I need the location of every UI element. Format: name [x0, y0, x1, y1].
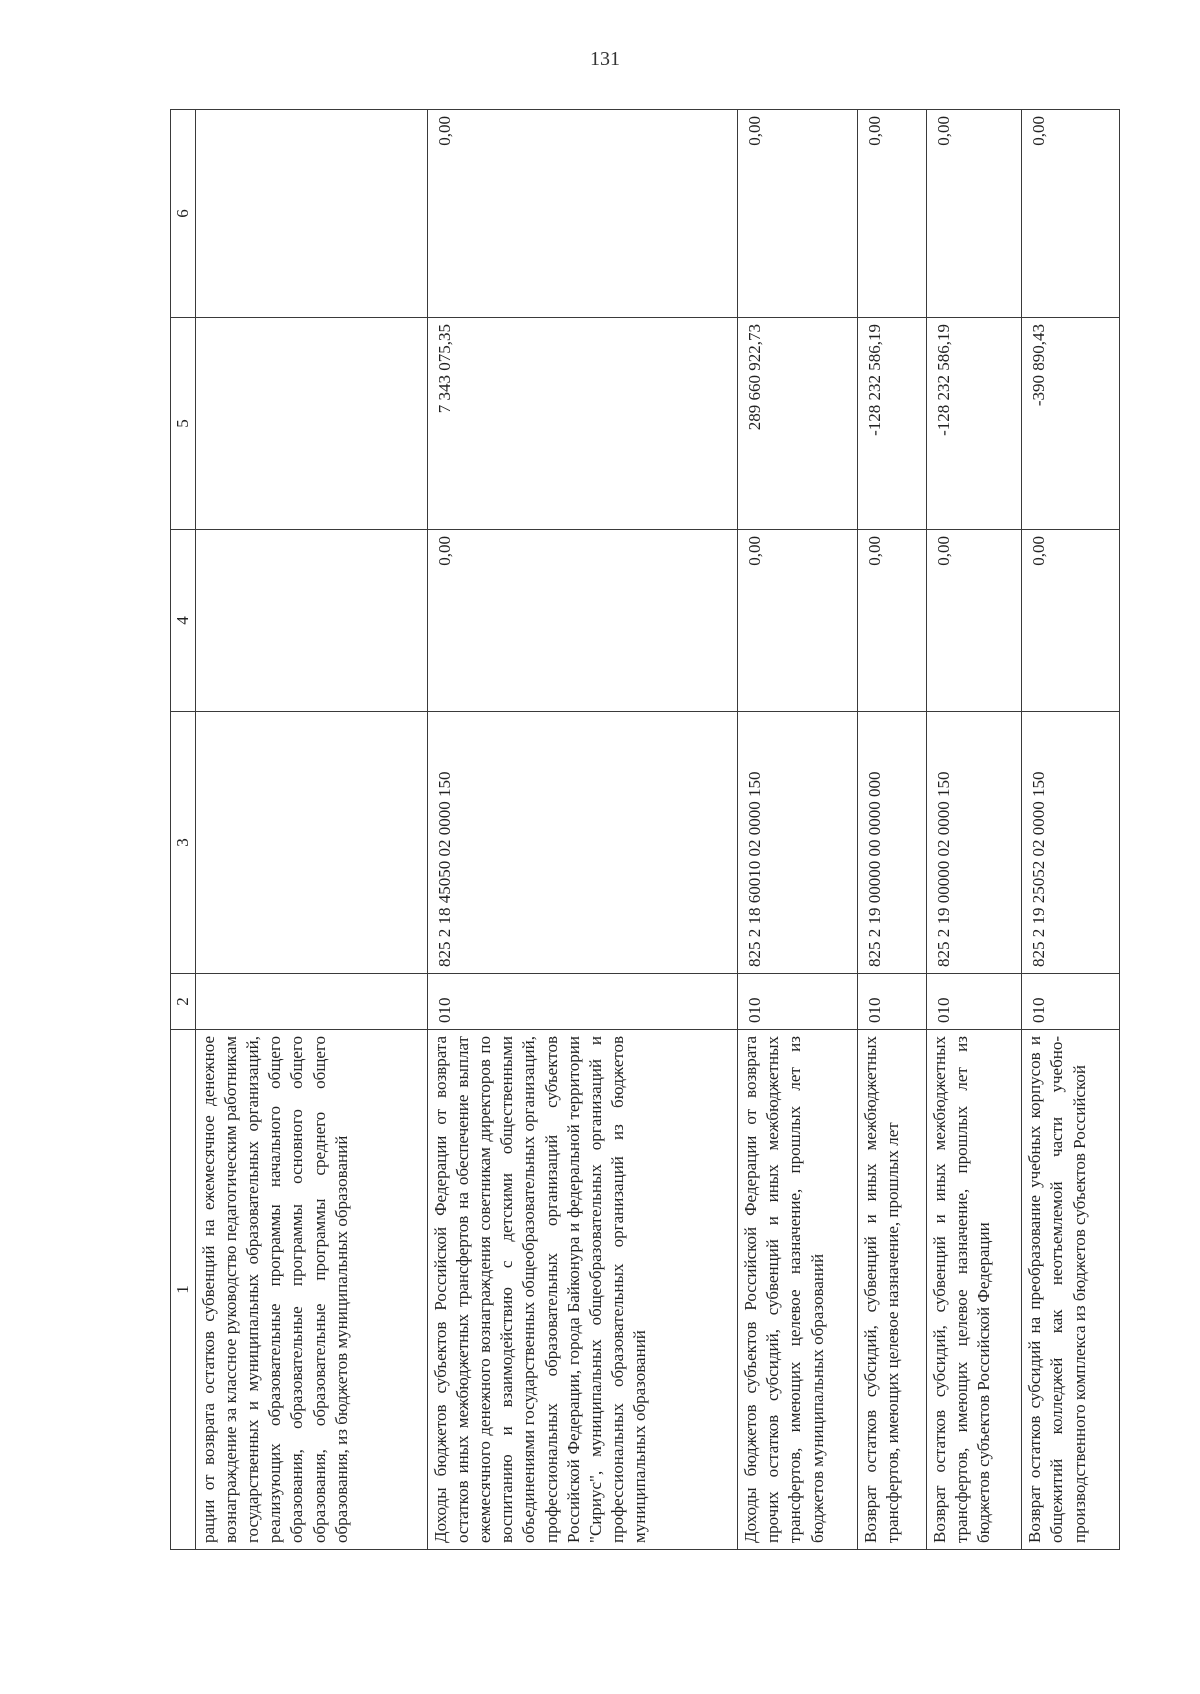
row-col6-value: 0,00 — [926, 110, 1021, 318]
row-budget-code — [196, 712, 428, 974]
row-col4-value: 0,00 — [857, 530, 926, 712]
row-col5-value: 289 660 922,73 — [738, 318, 857, 530]
row-col4-value: 0,00 — [1022, 530, 1120, 712]
table-row — [428, 110, 738, 1550]
header-cell-6: 6 — [171, 110, 196, 318]
row-col6-value: 0,00 — [857, 110, 926, 318]
table-row — [1022, 110, 1120, 1550]
row-col6-value — [196, 110, 428, 318]
row-budget-code: 825 2 18 45050 02 0000 150 — [428, 712, 738, 974]
row-line-code: 010 — [926, 974, 1021, 1030]
row-name: Возврат остатков субсидий, субвенций и иных межбюджетных трансфертов, имеющих целевое назначение, прошлых лет из бюджетов субъектов Российской Федерации — [926, 1030, 1021, 1550]
page-number: 131 — [590, 48, 620, 70]
row-col5-value — [196, 318, 428, 530]
row-col5-value: -128 232 586,19 — [926, 318, 1021, 530]
table-row — [738, 110, 857, 1550]
row-col5-value: 7 343 075,35 — [428, 318, 738, 530]
row-col5-value: -128 232 586,19 — [857, 318, 926, 530]
table-row — [196, 110, 428, 1550]
row-line-code: 010 — [1022, 974, 1120, 1030]
row-budget-code: 825 2 19 00000 00 0000 000 — [857, 712, 926, 974]
row-col6-value: 0,00 — [1022, 110, 1120, 318]
row-col6-value: 0,00 — [428, 110, 738, 318]
row-name: Возврат остатков субсидий, субвенций и иных межбюджетных трансфертов, имеющих целевое назначение, прошлых лет — [857, 1030, 926, 1550]
row-line-code: 010 — [857, 974, 926, 1030]
row-col6-value: 0,00 — [738, 110, 857, 318]
row-name: рации от возврата остатков субвенций на ежемесячное денежное вознаграждение за классное руководство педагогическим работникам государственных и муниципальных образовательных организаций, реализующих образовательные программы начального общего образования, образовательные программы основного общего образования, образовательные программы среднего общего образования, из бюджетов муниципальных образований — [196, 1030, 428, 1550]
header-cell-2: 2 — [171, 974, 196, 1030]
row-col4-value: 0,00 — [926, 530, 1021, 712]
revenue-table — [170, 109, 1120, 1550]
header-cell-4: 4 — [171, 530, 196, 712]
header-cell-3: 3 — [171, 712, 196, 974]
rotated-table-wrapper — [170, 110, 1120, 1550]
row-budget-code: 825 2 19 00000 02 0000 150 — [926, 712, 1021, 974]
row-budget-code: 825 2 19 25052 02 0000 150 — [1022, 712, 1120, 974]
header-row — [171, 110, 196, 1550]
row-name: Доходы бюджетов субъектов Российской Федерации от возврата прочих остатков субсидий, субвенций и иных межбюджетных трансфертов, имеющих целевое назначение, прошлых лет из бюджетов муниципальных образований — [738, 1030, 857, 1550]
row-name: Доходы бюджетов субъектов Российской Федерации от возврата остатков иных межбюджетных трансфертов на обеспечение выплат ежемесячного денежного вознаграждения советникам директоров по воспитанию и взаимодействию с детскими общественными объединениями государственных общеобразовательных организаций, профессиональных образовательных организаций субъектов Российской Федерации, города Байконура и федеральной территории "Сириус", муниципальных общеобразовательных организаций и профессиональных образовательных организаций из бюджетов муниципальных образований — [428, 1030, 738, 1550]
header-cell-1: 1 — [171, 1030, 196, 1550]
header-cell-5: 5 — [171, 318, 196, 530]
table-row — [857, 110, 926, 1550]
row-col4-value: 0,00 — [738, 530, 857, 712]
row-col4-value — [196, 530, 428, 712]
row-line-code: 010 — [738, 974, 857, 1030]
row-line-code: 010 — [428, 974, 738, 1030]
row-line-code — [196, 974, 428, 1030]
row-name: Возврат остатков субсидий на преобразование учебных корпусов и общежитий колледжей как неотъемлемой части учебно-производственного комплекса из бюджетов субъектов Российской — [1022, 1030, 1120, 1550]
row-col4-value: 0,00 — [428, 530, 738, 712]
table-row — [926, 110, 1021, 1550]
row-col5-value: -390 890,43 — [1022, 318, 1120, 530]
row-budget-code: 825 2 18 60010 02 0000 150 — [738, 712, 857, 974]
